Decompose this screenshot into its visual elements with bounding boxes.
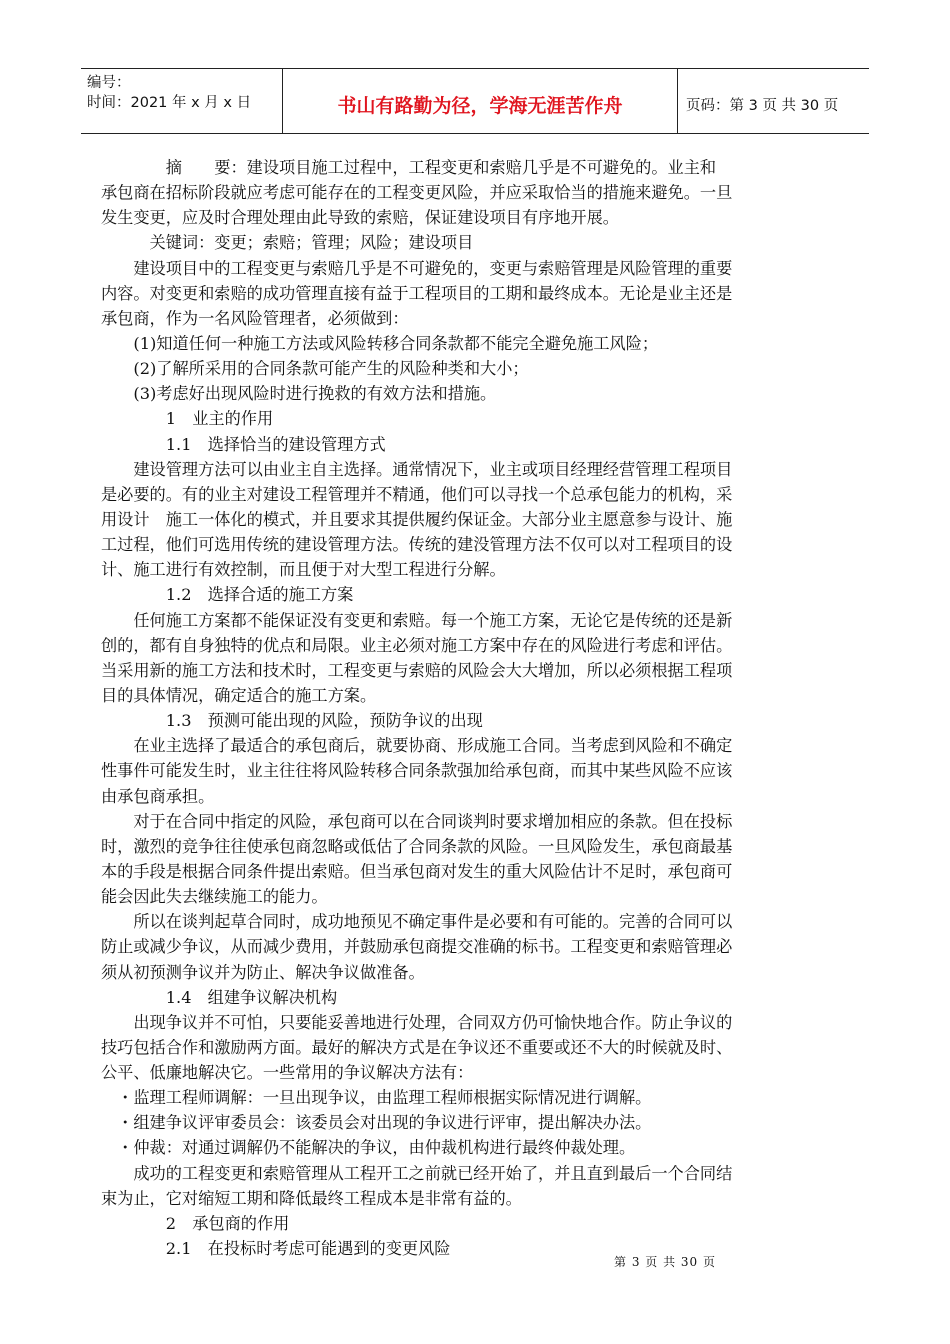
body-line: 对于在合同中指定的风险，承包商可以在合同谈判时要求增加相应的条款。但在投标 (101, 811, 733, 831)
body-line: 摘 要：建设项目施工过程中，工程变更和索赔几乎是不可避免的。业主和 (101, 158, 717, 177)
body-line: 建设管理方法可以由业主自主选择。通常情况下，业主或项目经理经营管理工程项目 (101, 459, 733, 479)
body-line: 束为止，它对缩短工期和降低最终工程成本是非常有益的。 (101, 1188, 522, 1208)
body-line: 由承包商承担。 (101, 786, 215, 806)
body-line: 1.1 选择恰当的建设管理方式 (101, 434, 386, 454)
body-line: (2)了解所采用的合同条款可能产生的风险种类和大小； (101, 359, 529, 379)
body-line: 所以在谈判起草合同时，成功地预见不确定事件是必要和有可能的。完善的合同可以 (101, 912, 733, 932)
body-line: 发生变更，应及时合理处理由此导致的索赔，保证建设项目有序地开展。 (101, 208, 619, 228)
document-number-label: 编号： (87, 75, 131, 91)
body-line: 目的具体情况，确定适合的施工方案。 (101, 685, 377, 705)
body-line: ・组建争议评审委员会：该委员会对出现的争议进行评审，提出解决办法。 (101, 1113, 652, 1133)
body-line: 内容。对变更和索赔的成功管理直接有益于工程项目的工期和最终成本。无论是业主还是 (101, 283, 733, 303)
body-line: 能会因此失去继续施工的能力。 (101, 887, 328, 907)
header-motto: 书山有路勤为径，学海无涯苦作舟 (283, 69, 678, 133)
body-line: 计、施工进行有效控制，而且便于对大型工程进行分解。 (101, 560, 506, 580)
body-line: ・监理工程师调解：一旦出现争议，由监理工程师根据实际情况进行调解。 (101, 1088, 652, 1108)
body-line: 成功的工程变更和索赔管理从工程开工之前就已经开始了，并且直到最后一个合同结 (101, 1163, 733, 1183)
header-meta (81, 69, 283, 133)
body-line: 公平、低廉地解决它。一些常用的争议解决方法有： (101, 1063, 474, 1083)
body-line: 本的手段是根据合同条件提出索赔。但当承包商对发生的重大风险估计不足时，承包商可 (101, 861, 733, 881)
body-line: 是必要的。有的业主对建设工程管理并不精通，他们可以寻找一个总承包能力的机构，采 (101, 484, 733, 504)
page-header (81, 68, 869, 134)
body-line: 1 业主的作用 (101, 409, 274, 429)
body-line: ・仲裁：对通过调解仍不能解决的争议，由仲裁机构进行最终仲裁处理。 (101, 1138, 636, 1158)
body-line: 在业主选择了最适合的承包商后，就要协商、形成施工合同。当考虑到风险和不确定 (101, 736, 733, 756)
document-body (101, 155, 853, 1261)
body-line: 用设计 施工一体化的模式，并且要求其提供履约保证金。大部分业主愿意参与设计、施 (101, 509, 733, 529)
body-line: (3)考虑好出现风险时进行挽救的有效方法和措施。 (101, 384, 497, 404)
body-line: 1.3 预测可能出现的风险，预防争议的出现 (101, 711, 483, 731)
body-line: 2 承包商的作用 (101, 1213, 290, 1233)
document-date-label: 时间：2021 年 x 月 x 日 (87, 95, 252, 111)
body-line: 工过程，他们可选用传统的建设管理方法。传统的建没管理方法不仅可以对工程项目的设 (101, 535, 733, 555)
body-line: 创的，都有自身独特的优点和局限。业主必须对施工方案中存在的风险进行考虑和评估。 (101, 635, 733, 655)
body-line: 承包商，作为一名风险管理者，必须做到： (101, 308, 409, 328)
body-line: 防止或减少争议，从而减少费用，并鼓励承包商提交准确的标书。工程变更和索赔管理必 (101, 937, 733, 957)
body-line: 承包商在招标阶段就应考虑可能存在的工程变更风险，并应采取恰当的措施来避免。一旦 (101, 183, 733, 203)
header-page-info: 页码：第 3 页 共 30 页 (686, 97, 839, 114)
body-line: 1.2 选择合适的施工方案 (101, 585, 354, 605)
body-line: 关键词：变更；索赔；管理；风险；建设项目 (101, 233, 474, 253)
body-line: 须从初预测争议并为防止、解决争议做准备。 (101, 962, 425, 982)
body-line: 2.1 在投标时考虑可能遇到的变更风险 (101, 1239, 451, 1259)
body-line: 当采用新的施工方法和技术时，工程变更与索赔的风险会大大增加，所以必须根据工程项 (101, 660, 733, 680)
body-line: 1.4 组建争议解决机构 (101, 987, 338, 1007)
body-line: 建设项目中的工程变更与索赔几乎是不可避免的，变更与索赔管理是风险管理的重要 (101, 258, 733, 278)
body-line: 性事件可能发生时，业主往往将风险转移合同条款强加给承包商，而其中某些风险不应该 (101, 761, 733, 781)
page-footer: 第 3 页 共 30 页 (614, 1255, 716, 1269)
body-line: 技巧包括合作和激励两方面。最好的解决方式是在争议还不重要或还不大的时候就及时、 (101, 1037, 733, 1057)
body-line: 出现争议并不可怕，只要能妥善地进行处理，合同双方仍可愉快地合作。防止争议的 (101, 1012, 733, 1032)
body-line: (1)知道任何一种施工方法或风险转移合同条款都不能完全避免施工风险； (101, 333, 659, 353)
body-line: 任何施工方案都不能保证没有变更和索赔。每一个施工方案，无论它是传统的还是新 (101, 610, 733, 630)
body-line: 时，激烈的竞争往往使承包商忽略或低估了合同条款的风险。一旦风险发生，承包商最基 (101, 836, 733, 856)
